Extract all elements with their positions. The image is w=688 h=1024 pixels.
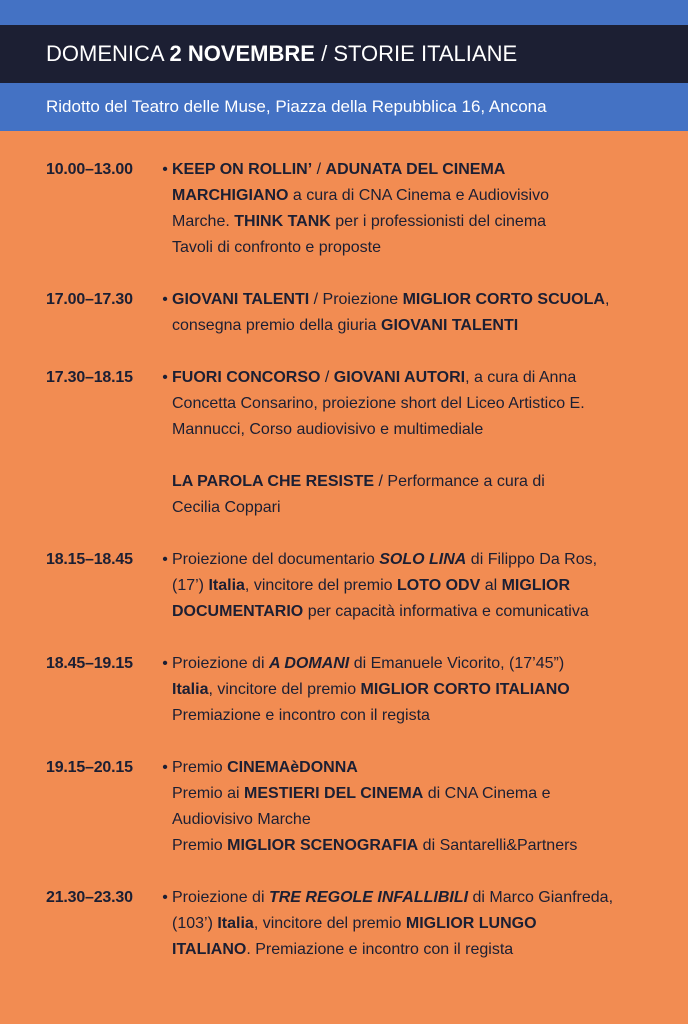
event-time: 18.45–19.15 [46,655,133,672]
emphasis-text: MIGLIOR CORTO ITALIANO [360,681,570,698]
event-time: 21.30–23.30 [46,889,133,906]
bullet-separator: • [162,161,168,178]
emphasis-text: MESTIERI DEL CINEMA [244,785,424,802]
event-time: 19.15–20.15 [46,759,133,776]
description-line [172,469,678,495]
description-line [172,885,678,911]
bullet-separator: • [162,655,168,672]
title-date: 2 NOVEMBRE [169,41,315,66]
body-text: , vincitore del premio [208,681,361,698]
body-text: Marche. [172,213,235,230]
description-line [172,937,678,963]
emphasis-text: Italia [217,915,254,932]
body-text: di Filippo Da Ros, [466,551,598,568]
emphasis-text: MIGLIOR LUNGO [405,915,537,932]
body-text: Proiezione di [172,889,269,906]
emphasis-text: MARCHIGIANO [172,187,289,204]
body-text: di Emanuele Vicorito, (17’45”) [349,655,565,672]
emphasis-text: Italia [208,577,245,594]
emphasis-text: ADUNATA DEL CINEMA [325,161,506,178]
event-time: 17.30–18.15 [46,369,133,386]
emphasis-text: GIOVANI TALENTI [381,317,519,334]
body-text: di Santarelli&Partners [418,837,578,854]
body-text: / Performance a cura di [374,473,545,490]
body-text: / Proiezione [309,291,403,308]
event-description [172,651,678,729]
description-line [172,547,678,573]
description-line [172,365,678,391]
event-time: 17.00–17.30 [46,291,133,308]
body-text: , [604,291,610,308]
body-text: a cura di CNA Cinema e Audiovisivo [288,187,550,204]
description-line [172,651,678,677]
body-text: per i professionisti del cinema [330,213,547,230]
venue-text: Ridotto del Teatro delle Muse, Piazza della Repubblica 16, Ancona [46,97,547,116]
body-text: , a cura di Anna [465,369,577,386]
event-description [172,365,678,521]
schedule-entry [0,755,688,859]
body-text: / [312,161,326,178]
emphasis-text: MIGLIOR [501,577,571,594]
emphasis-text: FUORI CONCORSO [172,369,321,386]
body-text: Tavoli di confronto e proposte [172,239,382,256]
description-line [172,833,678,859]
body-text: Premio [172,759,228,776]
page-title [0,25,688,83]
emphasis-text: ITALIANO [172,941,247,958]
emphasis-text: GIOVANI AUTORI [333,369,466,386]
emphasis-text: LOTO ODV [396,577,481,594]
body-text: Audiovisivo Marche [172,811,311,828]
description-line [172,417,678,443]
emphasis-text: KEEP ON ROLLIN’ [172,161,313,178]
schedule-entry [0,547,688,625]
event-description [172,885,678,963]
description-line [172,495,678,521]
description-line [172,599,678,625]
event-description [172,755,678,859]
description-line [172,755,678,781]
title-theme: STORIE ITALIANE [333,41,518,66]
description-line [172,807,678,833]
paragraph-gap [172,443,678,469]
body-text: Concetta Consarino, proiezione short del Liceo Artistico E. [172,395,585,412]
body-text: (103’) [172,915,218,932]
description-line [172,911,678,937]
bullet-separator: • [162,369,168,386]
bullet-separator: • [162,291,168,308]
emphasis-text: LA PAROLA CHE RESISTE [172,473,375,490]
emphasis-text: TRE REGOLE INFALLIBILI [268,889,469,906]
event-description [172,547,678,625]
body-text: , vincitore del premio [244,577,397,594]
body-text: di Marco Gianfreda, [468,889,614,906]
body-text: Premio [172,837,228,854]
emphasis-text: GIOVANI TALENTI [172,291,310,308]
event-description [172,157,678,261]
schedule-entry [0,287,688,339]
body-text: al [480,577,502,594]
description-line [172,157,678,183]
schedule-list [0,157,688,963]
description-line [172,391,678,417]
body-text: (17’) [172,577,209,594]
body-text: Mannucci, Corso audiovisivo e multimediale [172,421,484,438]
description-line [172,313,678,339]
event-time: 10.00–13.00 [46,161,133,178]
body-text: Premiazione e incontro con il regista [172,707,430,724]
title-separator: / [321,41,328,66]
body-text: Premio ai [172,785,245,802]
body-text: di CNA Cinema e [423,785,551,802]
top-accent-strip [0,0,688,25]
venue-bar [0,83,688,131]
bullet-separator: • [162,889,168,906]
body-text: Cecilia Coppari [172,499,281,516]
description-line [172,703,678,729]
emphasis-text: THINK TANK [234,213,331,230]
body-text: consegna premio della giuria [172,317,382,334]
emphasis-text: SOLO LINA [379,551,467,568]
description-line [172,235,678,261]
body-text: , vincitore del premio [253,915,406,932]
bullet-separator: • [162,759,168,776]
emphasis-text: CINEMAèDONNA [227,759,358,776]
emphasis-text: MIGLIOR CORTO SCUOLA [402,291,605,308]
emphasis-text: MIGLIOR SCENOGRAFIA [227,837,419,854]
body-text: Proiezione di [172,655,269,672]
schedule-entry [0,365,688,521]
schedule-entry [0,885,688,963]
emphasis-text: Italia [172,681,209,698]
description-line [172,677,678,703]
description-line [172,573,678,599]
description-line [172,287,678,313]
body-text: Proiezione del documentario [172,551,380,568]
description-line [172,781,678,807]
body-text: per capacità informativa e comunicativa [303,603,589,620]
description-line [172,209,678,235]
event-description [172,287,678,339]
bullet-separator: • [162,551,168,568]
emphasis-text: DOCUMENTARIO [172,603,304,620]
event-time: 18.15–18.45 [46,551,133,568]
body-text: / [320,369,334,386]
schedule-entry [0,651,688,729]
body-text: . Premiazione e incontro con il regista [246,941,514,958]
emphasis-text: A DOMANI [268,655,350,672]
schedule-entry [0,157,688,261]
title-day: DOMENICA [46,41,164,66]
description-line [172,183,678,209]
